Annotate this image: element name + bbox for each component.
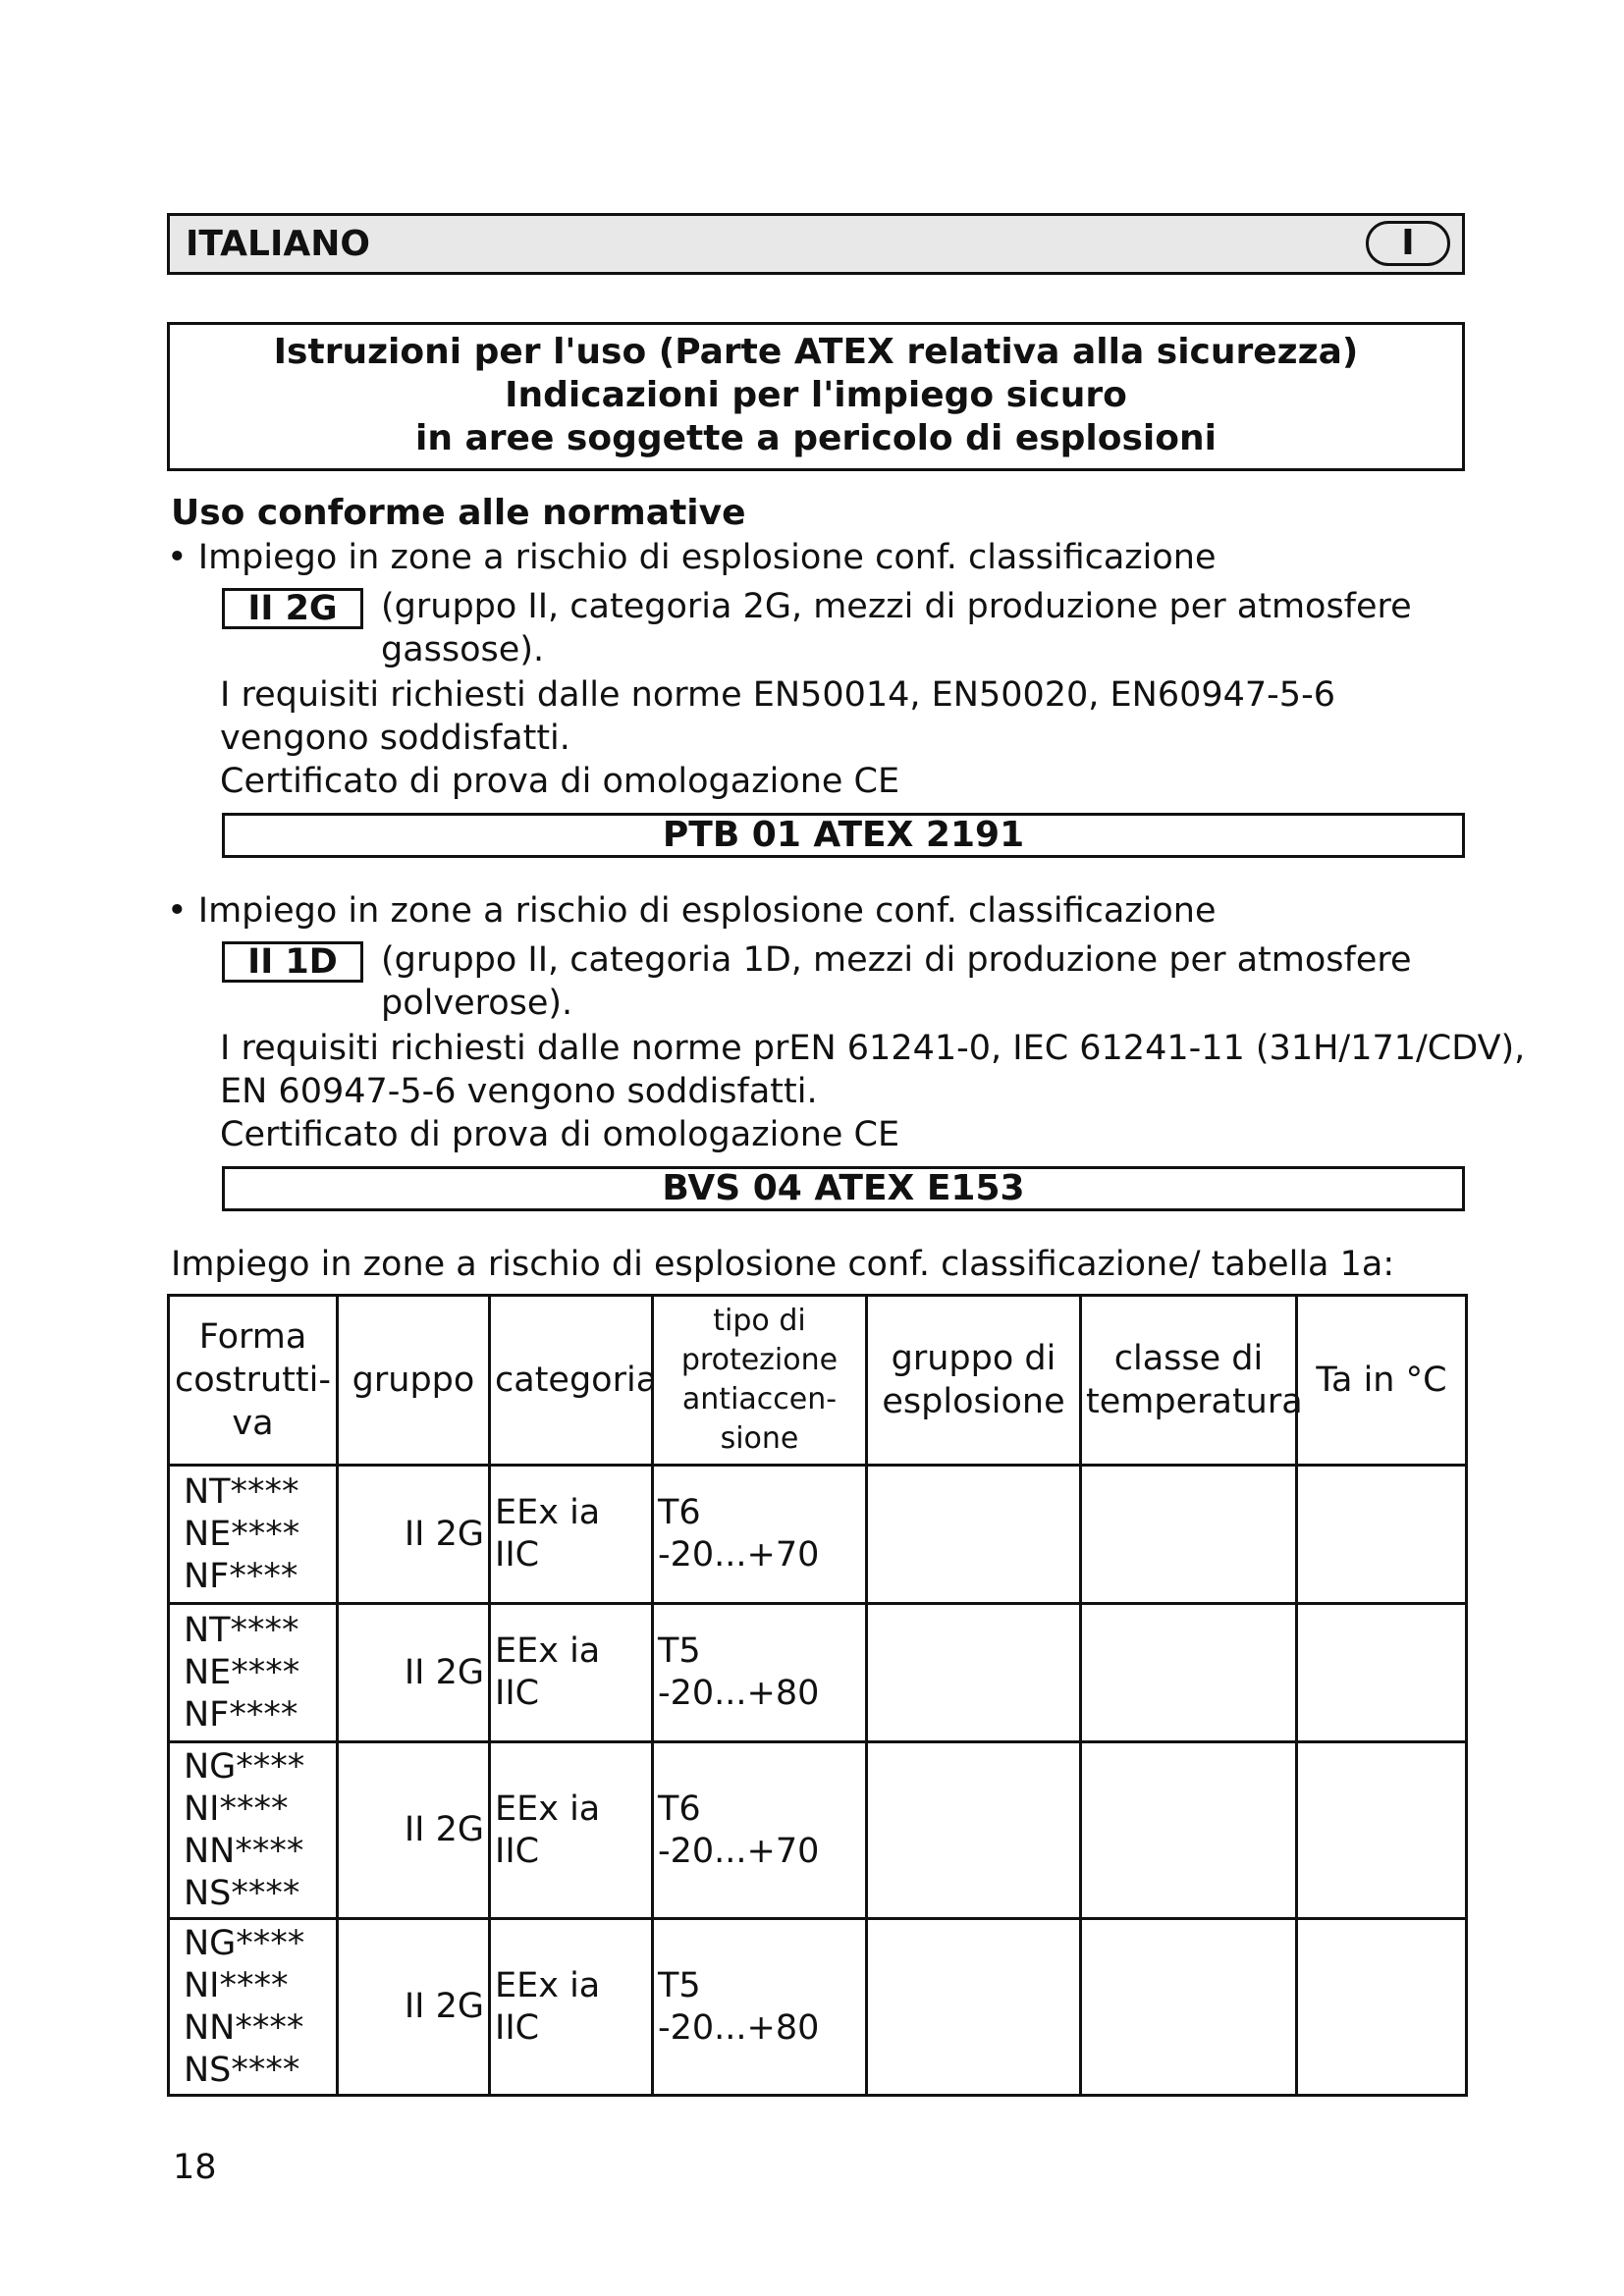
block2-requirements-line1: I requisiti richiesti dalle norme prEN 61241-0, IEC 61241-11 (31H/171/CDV), <box>220 1029 1526 1068</box>
cell-esplosione <box>867 1466 1081 1604</box>
header-esplosione: gruppo di esplosione <box>867 1296 1081 1466</box>
block2-bullet: • Impiego in zone a rischio di esplosione conf. classificazione <box>167 891 1217 931</box>
language-title: ITALIANO <box>186 224 370 264</box>
cell-temperatura <box>1081 1604 1297 1742</box>
block1-requirements-line1: I requisiti richiesti dalle norme EN50014, EN50020, EN60947-5-6 <box>220 675 1335 715</box>
cell-temperatura <box>1081 1742 1297 1919</box>
cell-forma: NT**** NE**** NF**** <box>169 1466 338 1604</box>
cell-protezione: T5 -20...+80 <box>653 1604 867 1742</box>
cell-categoria: EEx ia IIC <box>490 1919 653 2096</box>
header-gruppo: gruppo <box>338 1296 490 1466</box>
classification-table <box>167 1294 1468 2097</box>
table-row <box>169 1604 1467 1742</box>
cell-ta <box>1297 1919 1467 2096</box>
header-categoria: categoria <box>490 1296 653 1466</box>
cell-gruppo: II 2G <box>338 1742 490 1919</box>
block1-requirements-line2: vengono soddisfatti. <box>220 719 570 758</box>
cell-ta <box>1297 1742 1467 1919</box>
cell-protezione: T6 -20...+70 <box>653 1742 867 1919</box>
title-line-2: Indicazioni per l'impiego sicuro <box>505 375 1127 415</box>
instructions-title-box <box>167 322 1465 471</box>
cell-protezione: T6 -20...+70 <box>653 1466 867 1604</box>
block2-cert-label: Certificato di prova di omologazione CE <box>220 1115 900 1154</box>
header-protezione: tipo di protezione antiaccen- sione <box>653 1296 867 1466</box>
block2-desc-line1: (gruppo II, categoria 1D, mezzi di produzione per atmosfere <box>381 940 1412 980</box>
cell-esplosione <box>867 1604 1081 1742</box>
cell-forma: NG**** NI**** NN**** NS**** <box>169 1919 338 2096</box>
block2-cert-box: BVS 04 ATEX E153 <box>222 1166 1465 1211</box>
cell-forma: NT**** NE**** NF**** <box>169 1604 338 1742</box>
cell-categoria: EEx ia IIC <box>490 1742 653 1919</box>
page-number: 18 <box>173 2148 217 2187</box>
cell-esplosione <box>867 1742 1081 1919</box>
cell-categoria: EEx ia IIC <box>490 1604 653 1742</box>
table-intro: Impiego in zone a rischio di esplosione conf. classificazione/ tabella 1a: <box>171 1245 1395 1284</box>
table-header-row <box>169 1296 1467 1466</box>
table-row <box>169 1466 1467 1604</box>
title-line-1: Istruzioni per l'uso (Parte ATEX relativa alla sicurezza) <box>273 332 1359 372</box>
cell-esplosione <box>867 1919 1081 2096</box>
block1-desc-line1: (gruppo II, categoria 2G, mezzi di produzione per atmosfere <box>381 587 1412 626</box>
table-row <box>169 1919 1467 2096</box>
cell-categoria: EEx ia IIC <box>490 1466 653 1604</box>
header-ta: Ta in °C <box>1297 1296 1467 1466</box>
language-header <box>167 213 1465 275</box>
cell-temperatura <box>1081 1466 1297 1604</box>
cell-protezione: T5 -20...+80 <box>653 1919 867 2096</box>
cell-gruppo: II 2G <box>338 1604 490 1742</box>
block2-requirements-line2: EN 60947-5-6 vengono soddisfatti. <box>220 1072 818 1111</box>
block1-desc-line2: gassose). <box>381 630 545 669</box>
block1-cert-box: PTB 01 ATEX 2191 <box>222 813 1465 858</box>
title-line-3: in aree soggette a pericolo di esplosioni <box>415 418 1217 458</box>
block2-desc-line2: polverose). <box>381 984 573 1023</box>
cell-ta <box>1297 1466 1467 1604</box>
block1-category-box: II 2G <box>222 588 363 629</box>
block2-category-box: II 1D <box>222 941 363 983</box>
header-temperatura: classe di temperatura <box>1081 1296 1297 1466</box>
cell-temperatura <box>1081 1919 1297 2096</box>
cell-gruppo: II 2G <box>338 1466 490 1604</box>
block1-cert-label: Certificato di prova di omologazione CE <box>220 762 900 801</box>
section-heading: Uso conforme alle normative <box>171 493 746 533</box>
cell-ta <box>1297 1604 1467 1742</box>
cell-forma: NG**** NI**** NN**** NS**** <box>169 1742 338 1919</box>
cell-gruppo: II 2G <box>338 1919 490 2096</box>
header-forma: Forma costrutti- va <box>169 1296 338 1466</box>
block1-bullet: • Impiego in zone a rischio di esplosione conf. classificazione <box>167 538 1217 577</box>
language-badge: I <box>1366 221 1450 266</box>
table-row <box>169 1742 1467 1919</box>
